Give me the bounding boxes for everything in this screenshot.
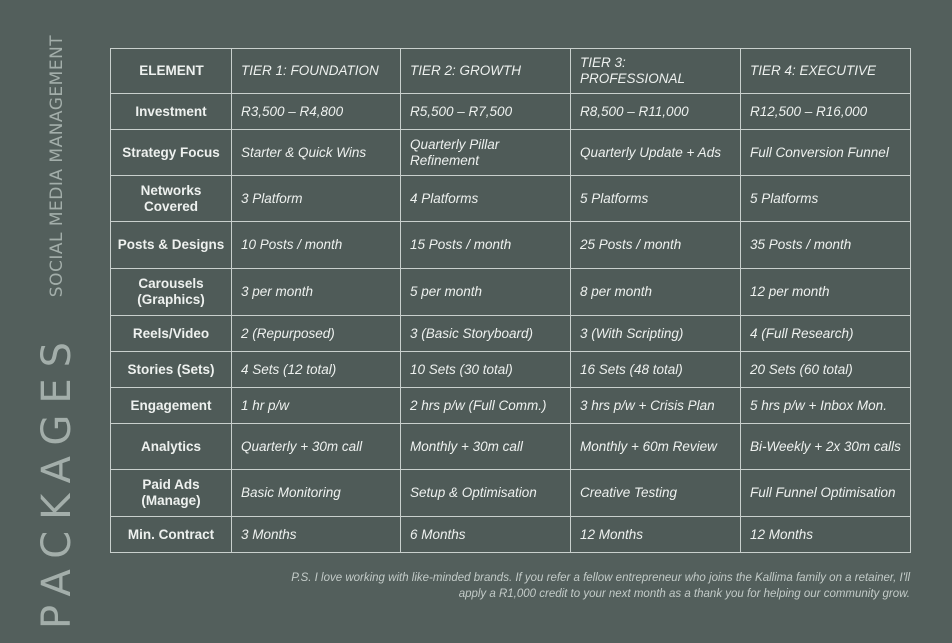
- table-cell: 12 Months: [571, 517, 741, 553]
- row-label: Investment: [111, 94, 232, 130]
- referral-note: P.S. I love working with like-minded brands. If you refer a fellow entrepreneur who joins the Kallima family on a retainer, I'll apply a R1,000 credit to your next month as a thank you for helping our community grow.: [291, 572, 910, 600]
- table-row: [111, 94, 911, 130]
- table-cell: Setup & Optimisation: [401, 470, 571, 517]
- table-cell: 25 Posts / month: [571, 222, 741, 269]
- table-row: [111, 269, 911, 316]
- table-cell: Monthly + 60m Review: [571, 424, 741, 470]
- table-cell: 35 Posts / month: [741, 222, 911, 269]
- packages-table: [110, 48, 911, 553]
- table-cell: Full Funnel Optimisation: [741, 470, 911, 517]
- table-row: [111, 130, 911, 176]
- table-cell: R8,500 – R11,000: [571, 94, 741, 130]
- table-cell: 12 per month: [741, 269, 911, 316]
- table-cell: 5 hrs p/w + Inbox Mon.: [741, 388, 911, 424]
- table-cell: 6 Months: [401, 517, 571, 553]
- table-cell: 2 hrs p/w (Full Comm.): [401, 388, 571, 424]
- table-row: [111, 388, 911, 424]
- table-cell: 5 Platforms: [571, 176, 741, 222]
- table-cell: 3 Platform: [232, 176, 401, 222]
- table-row: [111, 470, 911, 517]
- row-label: Posts & Designs: [111, 222, 232, 269]
- table-cell: Starter & Quick Wins: [232, 130, 401, 176]
- table-cell: R5,500 – R7,500: [401, 94, 571, 130]
- table-cell: Full Conversion Funnel: [741, 130, 911, 176]
- row-label: Carousels (Graphics): [111, 269, 232, 316]
- table-cell: R3,500 – R4,800: [232, 94, 401, 130]
- table-row: [111, 222, 911, 269]
- table-cell: 8 per month: [571, 269, 741, 316]
- table-cell: 3 (With Scripting): [571, 316, 741, 352]
- table-cell: 4 Sets (12 total): [232, 352, 401, 388]
- table-cell: 16 Sets (48 total): [571, 352, 741, 388]
- header-tier-2: TIER 2: GROWTH: [401, 49, 571, 94]
- table-cell: Creative Testing: [571, 470, 741, 517]
- table-cell: 1 hr p/w: [232, 388, 401, 424]
- row-label: Reels/Video: [111, 316, 232, 352]
- table-cell: Basic Monitoring: [232, 470, 401, 517]
- row-label: Paid Ads (Manage): [111, 470, 232, 517]
- table-cell: 3 (Basic Storyboard): [401, 316, 571, 352]
- table-cell: 3 per month: [232, 269, 401, 316]
- table-cell: 4 (Full Research): [741, 316, 911, 352]
- table-header-row: [111, 49, 911, 94]
- table-cell: 12 Months: [741, 517, 911, 553]
- table-cell: Quarterly Pillar Refinement: [401, 130, 571, 176]
- table-cell: 15 Posts / month: [401, 222, 571, 269]
- table-row: [111, 424, 911, 470]
- page-title: PACKAGES: [34, 331, 80, 629]
- row-label: Strategy Focus: [111, 130, 232, 176]
- table-cell: 10 Sets (30 total): [401, 352, 571, 388]
- table-row: [111, 517, 911, 553]
- table-cell: 10 Posts / month: [232, 222, 401, 269]
- row-label: Stories (Sets): [111, 352, 232, 388]
- table-cell: 4 Platforms: [401, 176, 571, 222]
- table-cell: 3 hrs p/w + Crisis Plan: [571, 388, 741, 424]
- table-cell: 20 Sets (60 total): [741, 352, 911, 388]
- table-row: [111, 176, 911, 222]
- table-cell: Bi-Weekly + 2x 30m calls: [741, 424, 911, 470]
- table-row: [111, 352, 911, 388]
- row-label: Analytics: [111, 424, 232, 470]
- table-cell: R12,500 – R16,000: [741, 94, 911, 130]
- header-tier-1: TIER 1: FOUNDATION: [232, 49, 401, 94]
- header-tier-4: TIER 4: EXECUTIVE: [741, 49, 911, 94]
- table-cell: 5 per month: [401, 269, 571, 316]
- table-cell: 5 Platforms: [741, 176, 911, 222]
- table-cell: 3 Months: [232, 517, 401, 553]
- row-label: Engagement: [111, 388, 232, 424]
- table-cell: Monthly + 30m call: [401, 424, 571, 470]
- header-element: ELEMENT: [111, 49, 232, 94]
- table-row: [111, 316, 911, 352]
- table-cell: Quarterly Update + Ads: [571, 130, 741, 176]
- row-label: Min. Contract: [111, 517, 232, 553]
- table-cell: Quarterly + 30m call: [232, 424, 401, 470]
- row-label: Networks Covered: [111, 176, 232, 222]
- page-subtitle: SOCIAL MEDIA MANAGEMENT: [47, 34, 67, 298]
- header-tier-3: TIER 3: PROFESSIONAL: [571, 49, 741, 94]
- table-cell: 2 (Repurposed): [232, 316, 401, 352]
